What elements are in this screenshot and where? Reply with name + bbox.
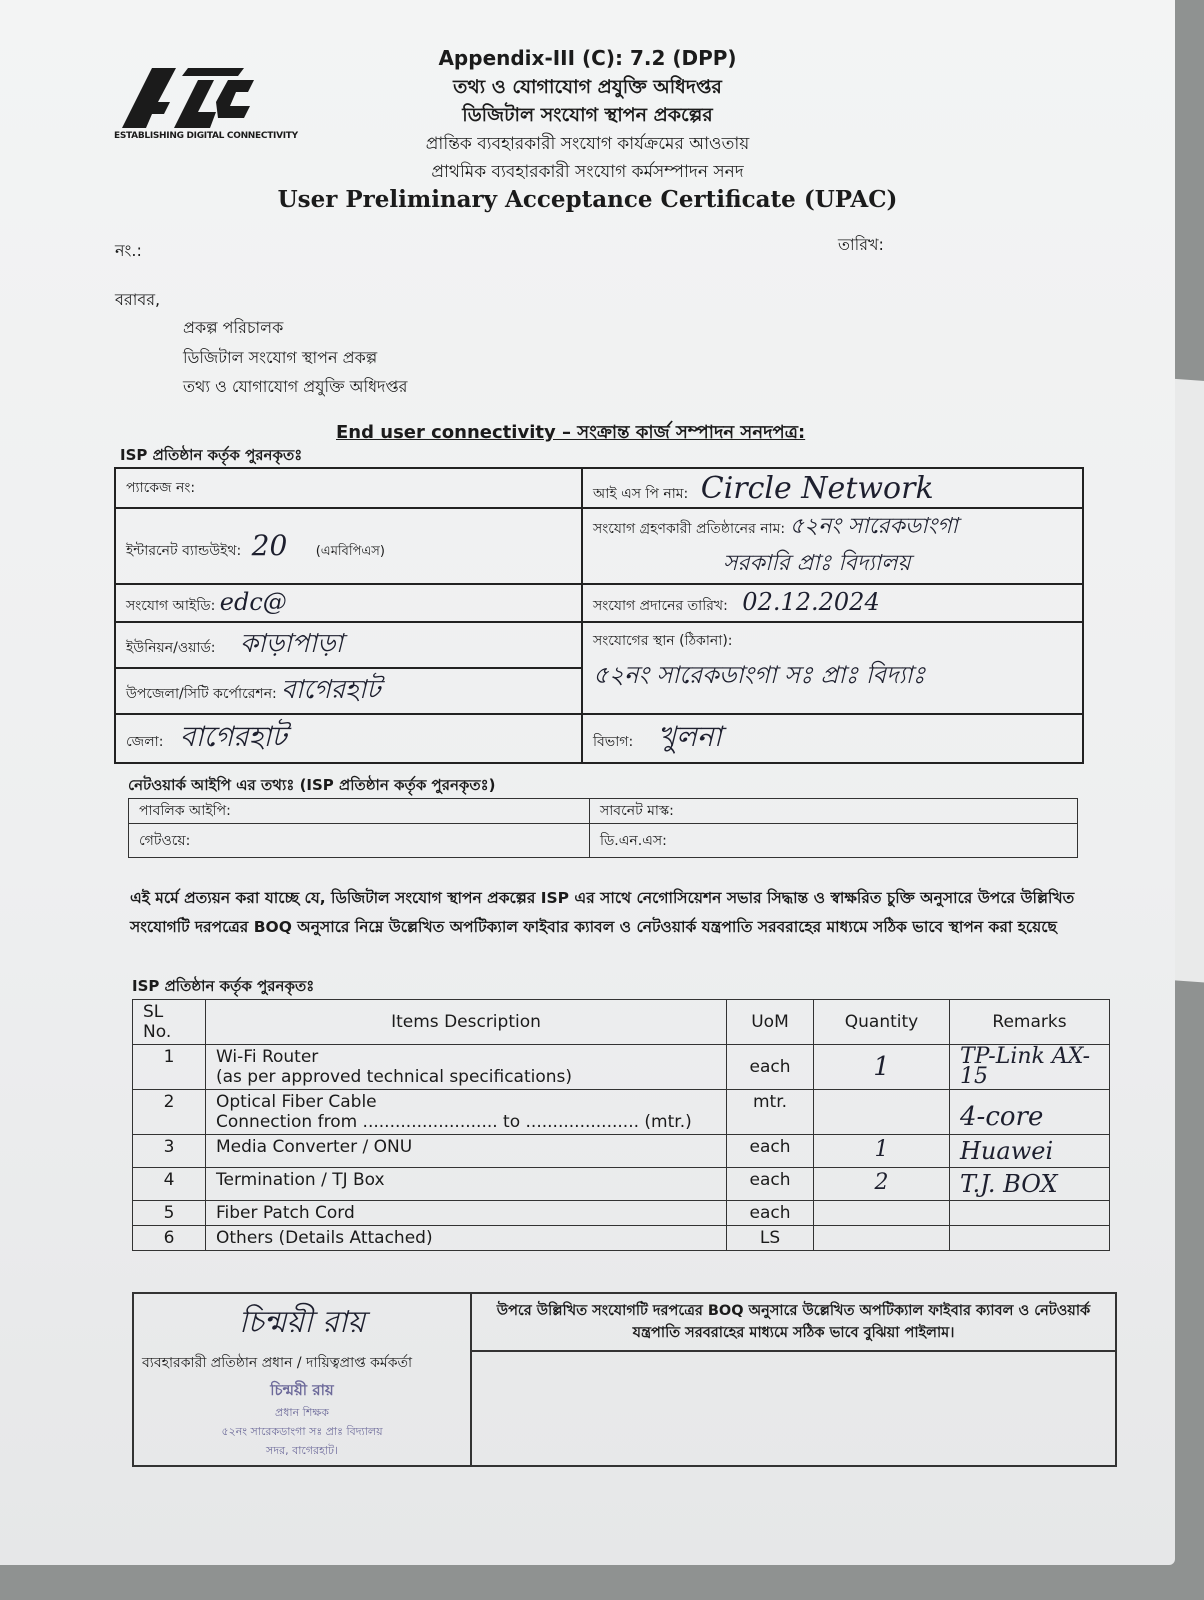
receiver-label: সংযোগ গ্রহণকারী প্রতিষ্ঠানের নাম: [593, 521, 786, 537]
upazila-cell [115, 668, 582, 714]
row-description [206, 1045, 727, 1090]
header-line-4: প্রাথমিক ব্যবহারকারী সংযোগ কর্মসম্পাদন সনদ [431, 162, 744, 182]
col-description: Items Description [206, 1000, 727, 1045]
col-sl: SL No. [133, 1000, 206, 1045]
isp-name-cell [582, 468, 1083, 508]
header-line-1: তথ্য ও যোগাযোগ প্রযুক্তি অধিদপ্তর [453, 76, 722, 98]
section-title: End user connectivity – সংক্রান্ত কার্জ সম্পাদন সনদপত্র: [336, 422, 806, 443]
row-uom: mtr. [727, 1090, 814, 1135]
isp-fill-label: ISP প্রতিষ্ঠান কর্তৃক পুরনকৃতঃ [120, 446, 303, 464]
connection-date-cell [582, 584, 1083, 622]
addressee-to: বরাবর, [115, 290, 161, 309]
row-remarks: T.J. BOX [950, 1168, 1110, 1201]
location-cell [582, 622, 1083, 714]
row-remarks: TP-Link AX-15 [950, 1045, 1110, 1090]
subnet-label: সাবনেট মাস্ক: [600, 803, 674, 819]
dns-label: ডি.এন.এস: [600, 832, 667, 849]
row-remarks [950, 1201, 1110, 1226]
col-uom: UoM [727, 1000, 814, 1045]
row-quantity: 1 [814, 1045, 950, 1090]
addressee-line-1: প্রকল্প পরিচালক [183, 318, 284, 337]
connection-info-table [114, 467, 1084, 764]
items-table [132, 999, 1110, 1251]
receiver-cell [582, 508, 1083, 584]
logo-caption: ESTABLISHING DIGITAL CONNECTIVITY [114, 131, 298, 141]
table-row [133, 1045, 1110, 1090]
page-title: User Preliminary Acceptance Certificate (UPAC) [277, 186, 898, 213]
items-fill-label: ISP প্রতিষ্ঠান কর্তৃক পুরনকৃতঃ [132, 977, 315, 995]
gateway-label: গেটওয়ে: [139, 832, 191, 849]
row-sl: 2 [133, 1090, 206, 1135]
row-quantity [814, 1201, 950, 1226]
row-quantity [814, 1226, 950, 1251]
table-row [133, 1226, 1110, 1251]
row-sl: 6 [133, 1226, 206, 1251]
row-description: Media Converter / ONU [206, 1135, 727, 1168]
package-label: প্যাকেজ নং: [126, 480, 196, 496]
subnet-cell [590, 799, 1078, 824]
public-ip-cell [129, 799, 590, 824]
row-uom: LS [727, 1226, 814, 1251]
handwritten-signature: চিন্ময়ী রায় [238, 1305, 366, 1340]
addressee-line-2: ডিজিটাল সংযোগ স্থাপন প্রকল্প [183, 348, 378, 367]
row-sl: 3 [133, 1135, 206, 1168]
acknowledgement-signature-cell [471, 1351, 1116, 1466]
row-description-line-1: Wi-Fi Router [216, 1047, 319, 1067]
connection-date-value: 02.12.2024 [742, 588, 880, 616]
row-description [206, 1090, 727, 1135]
package-cell [115, 468, 582, 508]
row-uom: each [727, 1201, 814, 1226]
division-value: খুলনা [657, 720, 722, 753]
row-quantity: 2 [814, 1168, 950, 1201]
row-description: Termination / TJ Box [206, 1168, 727, 1201]
union-label: ইউনিয়ন/ওয়ার্ড: [126, 640, 216, 656]
network-table [128, 798, 1078, 858]
table-row [133, 1168, 1110, 1201]
row-sl: 1 [133, 1045, 206, 1090]
row-uom: each [727, 1168, 814, 1201]
receiver-value-line-2: সরকারি প্রাঃ বিদ্যালয় [723, 551, 911, 576]
bandwidth-unit: (এমবিপিএস) [315, 544, 385, 559]
gateway-cell [129, 824, 590, 858]
row-description-line-1: Optical Fiber Cable [216, 1092, 377, 1112]
row-quantity [814, 1090, 950, 1135]
row-remarks [950, 1226, 1110, 1251]
bandwidth-value: 20 [251, 529, 288, 562]
division-label: বিভাগ: [593, 734, 634, 750]
district-cell [115, 714, 582, 763]
union-value: কাড়াপাড়া [239, 629, 344, 659]
bandwidth-cell [115, 508, 582, 584]
location-label: সংযোগের স্থান (ঠিকানা): [593, 633, 733, 649]
number-label: নং.: [115, 241, 142, 260]
col-remarks: Remarks [950, 1000, 1110, 1045]
stamp-place: সদর, বাগেরহাট। [266, 1444, 338, 1457]
certification-text: এই মর্মে প্রত্যয়ন করা যাচ্ছে যে, ডিজিটাল সংযোগ স্থাপন প্রকল্পের ISP এর সাথে নেগোসিয়েশন সভার সিদ্ধান্ত ও স্বাক্ষরিত চুক্তি অনুসারে উপরে উল্লিখিত সংযোগটি দরপত্রের BOQ অনুসারে নিম্নে উল্লেখিত অপটিক্যাল ফাইবার ক্যাবল ও নেটওয়ার্ক যন্ত্রপাতি সরবরাহের মাধ্যমে সঠিক ভাবে স্থাপন করা হয়েছে [130, 889, 1075, 936]
receiver-value-line-1: ৫২নং সারেকডাংগা [789, 514, 958, 539]
row-quantity: 1 [814, 1135, 950, 1168]
connection-date-label: সংযোগ প্রদানের তারিখ: [593, 598, 728, 614]
connection-id-value: edc@ [219, 588, 287, 616]
table-row [133, 1090, 1110, 1135]
upazila-value: বাগেরহাট [281, 675, 381, 705]
dns-cell [590, 824, 1078, 858]
row-description-line-2: Connection from ......................... to ..................... (mtr.) [216, 1112, 692, 1132]
date-label: তারিখ: [838, 235, 884, 254]
row-remarks: 4-core [950, 1090, 1110, 1135]
isp-name-label: আই এস পি নাম: [593, 485, 689, 502]
acknowledgement-cell: উপরে উল্লিখিত সংযোগটি দরপত্রের BOQ অনুসারে উল্লেখিত অপটিক্যাল ফাইবার ক্যাবল ও নেটওয়ার্ক যন্ত্রপাতি সরবরাহের মাধ্যমে সঠিক ভাবে বুঝিয়া পাইলাম। [471, 1293, 1116, 1351]
row-sl: 4 [133, 1168, 206, 1201]
row-sl: 5 [133, 1201, 206, 1226]
public-ip-label: পাবলিক আইপি: [139, 803, 231, 819]
row-description: Fiber Patch Cord [206, 1201, 727, 1226]
district-label: জেলা: [126, 734, 164, 750]
stamp-title: প্রধান শিক্ষক [275, 1406, 329, 1419]
stamp-school: ৫২নং সারেকডাংগা সঃ প্রাঃ বিদ্যালয় [221, 1425, 383, 1438]
signature-table [132, 1292, 1117, 1467]
union-cell [115, 622, 582, 668]
row-uom: each [727, 1135, 814, 1168]
addressee-line-3: তথ্য ও যোগাযোগ প্রযুক্তি অধিদপ্তর [183, 377, 408, 396]
signatory-role: ব্যবহারকারী প্রতিষ্ঠান প্রধান / দায়িত্বপ্রাপ্ত কর্মকর্তা [142, 1355, 413, 1371]
table-row [133, 1201, 1110, 1226]
upazila-label: উপজেলা/সিটি কর্পোরেশন: [126, 686, 277, 702]
row-description-line-2: (as per approved technical specifications) [216, 1067, 573, 1087]
row-uom: each [727, 1045, 814, 1090]
district-value: বাগেরহাট [179, 720, 287, 753]
isp-name-value: Circle Network [700, 470, 934, 506]
header-line-3: প্রান্তিক ব্যবহারকারী সংযোগ কার্যক্রমের আওতায় [425, 134, 750, 154]
row-description: Others (Details Attached) [206, 1226, 727, 1251]
stamp-name: চিন্ময়ী রায় [270, 1381, 334, 1399]
network-title: নেটওয়ার্ক আইপি এর তথ্যঃ (ISP প্রতিষ্ঠান কর্তৃক পুরনকৃতঃ) [128, 776, 496, 794]
bandwidth-label: ইন্টারনেট ব্যান্ডউইথ: [126, 543, 242, 559]
division-cell [582, 714, 1083, 763]
connection-id-label: সংযোগ আইডি: [126, 598, 216, 614]
table-row [133, 1135, 1110, 1168]
signatory-cell [133, 1293, 471, 1466]
appendix-label: Appendix-III (C): 7.2 (DPP) [438, 46, 737, 70]
row-remarks: Huawei [950, 1135, 1110, 1168]
connection-id-cell [115, 584, 582, 622]
location-value: ৫২নং সারেকডাংগা সঃ প্রাঃ বিদ্যাঃ [593, 661, 926, 689]
col-quantity: Quantity [814, 1000, 950, 1045]
header-line-2: ডিজিটাল সংযোগ স্থাপন প্রকল্পের [462, 104, 713, 126]
